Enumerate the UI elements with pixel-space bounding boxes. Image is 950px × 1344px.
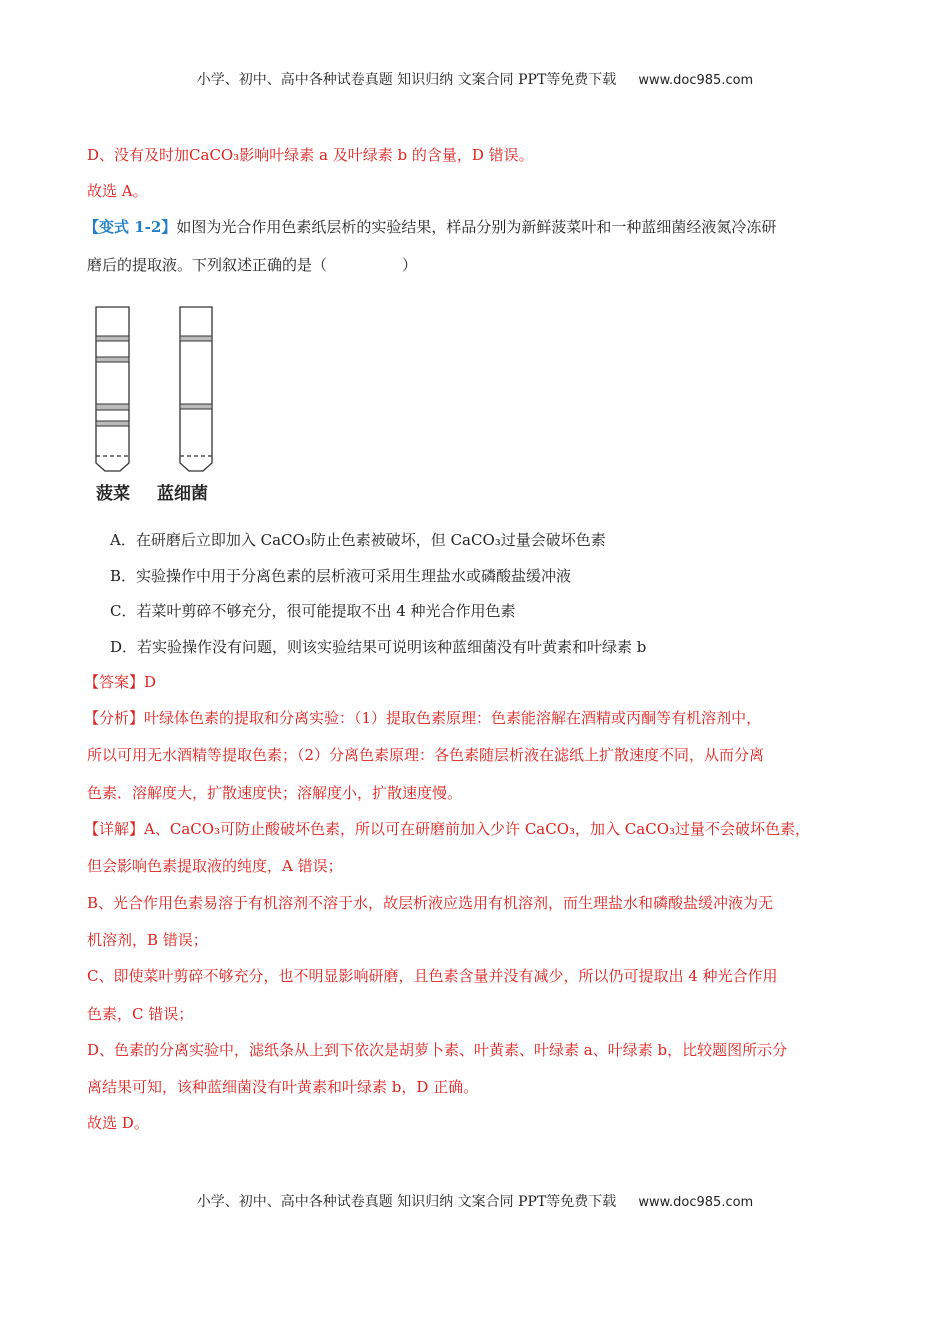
option-b: B．实验操作中用于分离色素的层析液可采用生理盐水或磷酸盐缓冲液 — [110, 567, 572, 585]
figure-label-cyanobacteria: 蓝细菌 — [157, 484, 208, 504]
spinach-band-1 — [96, 336, 129, 341]
spinach-strip — [96, 307, 129, 471]
detail-line-4: 机溶剂，B 错误； — [87, 931, 208, 949]
chromatography-figure — [80, 295, 240, 480]
question-stem-line-1 — [84, 217, 776, 237]
prev-conclusion: 故选 A。 — [87, 182, 148, 200]
option-c: C．若菜叶剪碎不够充分，很可能提取不出 4 种光合作用色素 — [110, 602, 516, 620]
header-text: 小学、初中、高中各种试卷真题 知识归纳 文案合同 PPT等免费下载 — [196, 72, 617, 88]
detail-line-6: 色素，C 错误； — [87, 1005, 194, 1023]
cyano-band-1 — [180, 336, 212, 341]
question-tag: 【变式 1-2】 — [84, 218, 177, 236]
figure-label-spinach: 菠菜 — [96, 484, 130, 504]
answer-line — [84, 672, 156, 692]
prev-explanation-d: D、没有及时加CaCO₃影响叶绿素 a 及叶绿素 b 的含量，D 错误。 — [87, 146, 534, 164]
detail-line-7: D、色素的分离实验中，滤纸条从上到下依次是胡萝卜素、叶黄素、叶绿素 a、叶绿素 b，比较题图所示分 — [87, 1041, 788, 1059]
detail-line-1 — [84, 819, 810, 839]
spinach-band-2 — [96, 357, 129, 362]
cyano-band-2 — [180, 404, 212, 409]
answer-tag: 【答案】 — [84, 673, 145, 691]
detail-line-5: C、即使菜叶剪碎不够充分，也不明显影响研磨，且色素含量并没有减少，所以仍可提取出 4 种光合作用 — [87, 967, 778, 985]
detail-text: A、CaCO₃可防止酸破坏色素，所以可在研磨前加入少许 CaCO₃，加入 CaCO₃过量不会破坏色素， — [144, 820, 811, 838]
detail-line-9: 故选 D。 — [87, 1114, 149, 1132]
analysis-line-3: 色素．溶解度大，扩散速度快；溶解度小，扩散速度慢。 — [87, 784, 463, 802]
analysis-line-2: 所以可用无水酒精等提取色素；（2）分离色素原理：各色素随层析液在滤纸上扩散速度不同，从而分离 — [87, 746, 765, 764]
page-header — [0, 69, 950, 89]
footer-text: 小学、初中、高中各种试卷真题 知识归纳 文案合同 PPT等免费下载 — [196, 1194, 617, 1210]
detail-line-8: 离结果可知，该种蓝细菌没有叶黄素和叶绿素 b，D 正确。 — [87, 1078, 479, 1096]
detail-tag: 【详解】 — [84, 820, 145, 838]
answer-value: D — [144, 673, 157, 691]
spinach-band-4 — [96, 421, 129, 426]
analysis-text: 叶绿体色素的提取和分离实验：（1）提取色素原理：色素能溶解在酒精或丙酮等有机溶剂中， — [144, 709, 762, 727]
question-text: 如图为光合作用色素纸层析的实验结果，样品分别为新鲜菠菜叶和一种蓝细菌经液氮冷冻研 — [176, 218, 777, 236]
analysis-line-1 — [84, 708, 761, 728]
page-footer — [0, 1191, 950, 1211]
option-a: A．在研磨后立即加入 CaCO₃防止色素被破坏，但 CaCO₃过量会破坏色素 — [110, 531, 606, 549]
detail-line-3: B、光合作用色素易溶于有机溶剂不溶于水，故层析液应选用有机溶剂，而生理盐水和磷酸盐缓冲液为无 — [87, 894, 774, 912]
footer-site[interactable]: www.doc985.com — [638, 1195, 754, 1210]
spinach-band-3 — [96, 404, 129, 410]
header-site[interactable]: www.doc985.com — [638, 73, 754, 88]
detail-line-2: 但会影响色素提取液的纯度，A 错误； — [87, 857, 343, 875]
question-stem-line-2: 磨后的提取液。下列叙述正确的是（ ） — [87, 256, 418, 274]
option-d: D．若实验操作没有问题，则该实验结果可说明该种蓝细菌没有叶黄素和叶绿素 b — [110, 638, 647, 656]
analysis-tag: 【分析】 — [84, 709, 145, 727]
cyanobacteria-strip — [180, 307, 212, 471]
